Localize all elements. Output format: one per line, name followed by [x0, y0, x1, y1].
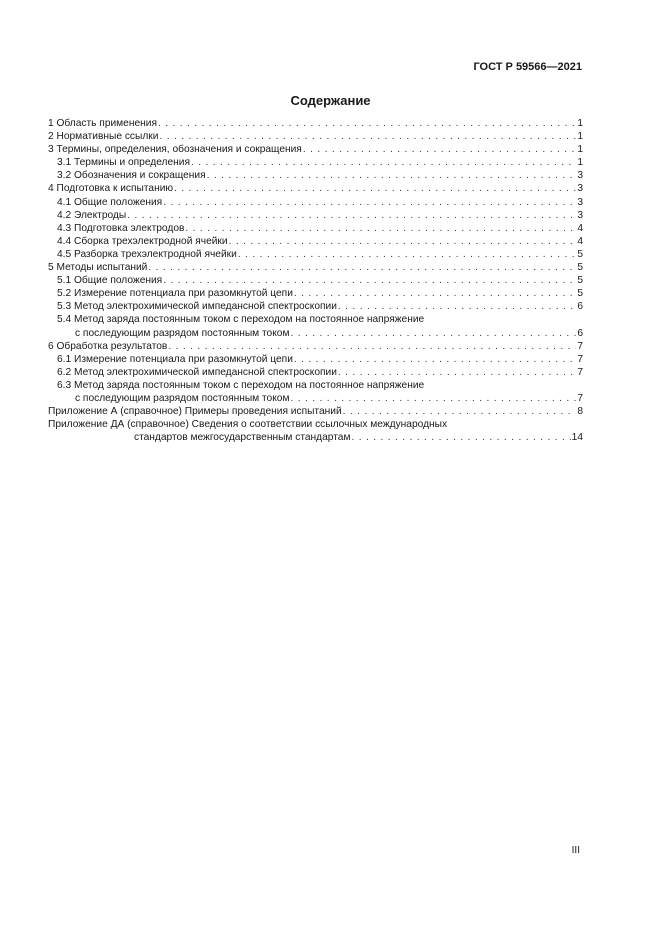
toc-entry-page: 14 — [571, 432, 583, 444]
toc-dot-leader — [158, 117, 576, 130]
toc-entry-title: Приложение А (справочное) Примеры проведения испытаний — [48, 406, 342, 418]
toc-dot-leader — [343, 405, 577, 418]
toc-entry-first-line[interactable] — [48, 418, 583, 431]
toc-dot-leader — [207, 169, 577, 182]
toc-dot-leader — [174, 182, 576, 195]
toc-entry-continuation[interactable] — [48, 327, 583, 340]
toc-entry[interactable] — [48, 222, 583, 235]
toc-entry-title-cont: с последующим разрядом постоянным током — [75, 327, 290, 339]
toc-dot-leader — [168, 340, 576, 353]
toc-entry-page: 5 — [577, 288, 583, 300]
toc-entry-continuation[interactable] — [48, 431, 583, 444]
toc-entry[interactable] — [48, 248, 583, 261]
toc-dot-leader — [294, 287, 576, 300]
toc-entry-page: 1 — [577, 118, 583, 129]
toc-entry-title: 4.4 Сборка трехэлектродной ячейки — [57, 235, 228, 247]
toc-entry-title: 4.2 Электроды — [57, 209, 127, 221]
toc-entry-continuation[interactable] — [48, 392, 583, 405]
toc-entry-page: 1 — [577, 157, 583, 169]
toc-entry-title: 6.3 Метод заряда постоянным током с переходом на постоянное напряжение — [57, 379, 425, 391]
toc-entry-title: 5.2 Измерение потенциала при разомкнутой цепи — [57, 288, 293, 300]
toc-entry[interactable] — [48, 169, 583, 182]
toc-entry[interactable] — [48, 353, 583, 366]
toc-entry[interactable] — [48, 405, 583, 418]
toc-entry-title: 5.4 Метод заряда постоянным током с переходом на постоянное напряжение — [57, 314, 425, 326]
toc-entry-first-line[interactable] — [48, 313, 583, 326]
toc-entry-title: 6.1 Измерение потенциала при разомкнутой цепи — [57, 353, 293, 365]
toc-dot-leader — [185, 222, 576, 235]
toc-entry[interactable] — [48, 340, 583, 353]
toc-entry-page: 5 — [577, 262, 583, 274]
toc-entry-page: 3 — [577, 196, 583, 208]
toc-entry[interactable] — [48, 274, 583, 287]
toc-entry-page: 3 — [577, 209, 583, 221]
document-id: ГОСТ Р 59566—2021 — [473, 61, 582, 73]
toc-dot-leader — [229, 235, 577, 248]
table-of-contents — [48, 117, 583, 444]
toc-entry-title: 2 Нормативные ссылки — [48, 131, 159, 143]
toc-entry[interactable] — [48, 130, 583, 143]
toc-entry-title: 3 Термины, определения, обозначения и сокращения — [48, 144, 302, 156]
toc-entry-page: 3 — [577, 183, 583, 195]
toc-entry[interactable] — [48, 196, 583, 209]
toc-entry[interactable] — [48, 117, 583, 130]
toc-entry-page: 6 — [577, 327, 583, 339]
toc-entry-page: 7 — [577, 353, 583, 365]
toc-dot-leader — [303, 143, 577, 156]
toc-dot-leader — [351, 431, 570, 444]
toc-entry-title: 3.2 Обозначения и сокращения — [57, 170, 206, 182]
toc-entry-title: 5.3 Метод электрохимической импеданcной спектроскопии — [57, 301, 337, 313]
toc-entry[interactable] — [48, 261, 583, 274]
toc-entry-page: 7 — [577, 392, 583, 404]
toc-entry[interactable] — [48, 143, 583, 156]
toc-entry[interactable] — [48, 366, 583, 379]
toc-entry-page: 7 — [577, 366, 583, 378]
toc-entry-page: 5 — [577, 275, 583, 287]
toc-entry-title: 4.3 Подготовка электродов — [57, 222, 185, 234]
toc-entry[interactable] — [48, 182, 583, 195]
toc-dot-leader — [159, 130, 576, 143]
toc-entry-page: 7 — [577, 340, 583, 352]
page-number: III — [571, 845, 580, 856]
page-title: Содержание — [290, 93, 371, 108]
toc-dot-leader — [338, 366, 576, 379]
toc-entry[interactable] — [48, 300, 583, 313]
toc-dot-leader — [163, 196, 576, 209]
toc-entry-title: 4 Подготовка к испытанию — [48, 183, 174, 195]
toc-entry-title: 4.1 Общие положения — [57, 196, 163, 208]
toc-entry-title: 5.1 Общие положения — [57, 275, 163, 287]
toc-entry-page: 4 — [577, 235, 583, 247]
toc-entry-title: 5 Методы испытаний — [48, 262, 148, 274]
toc-entry-page: 6 — [577, 301, 583, 313]
toc-dot-leader — [191, 156, 576, 169]
toc-entry[interactable] — [48, 287, 583, 300]
toc-entry[interactable] — [48, 209, 583, 222]
toc-dot-leader — [148, 261, 576, 274]
toc-dot-leader — [290, 392, 576, 405]
toc-entry-title-cont: стандартов межгосударственным стандартам — [134, 432, 351, 444]
toc-entry-page: 5 — [577, 248, 583, 260]
toc-entry-title: 3.1 Термины и определения — [57, 157, 190, 169]
toc-entry-title: 6.2 Метод электрохимической импеданcной спектроскопии — [57, 366, 337, 378]
toc-entry-title: Приложение ДА (справочное) Сведения о соответствии ссылочных международных — [48, 419, 448, 431]
toc-entry-title: 1 Область применения — [48, 118, 157, 129]
toc-dot-leader — [127, 209, 576, 222]
toc-dot-leader — [163, 274, 576, 287]
toc-entry-title: 4.5 Разборка трехэлектродной ячейки — [57, 248, 237, 260]
toc-dot-leader — [238, 248, 577, 261]
toc-entry-page: 1 — [577, 144, 583, 156]
toc-entry-title-cont: с последующим разрядом постоянным током — [75, 392, 290, 404]
toc-entry-page: 4 — [577, 222, 583, 234]
toc-entry[interactable] — [48, 156, 583, 169]
toc-dot-leader — [338, 300, 576, 313]
toc-entry-first-line[interactable] — [48, 379, 583, 392]
toc-entry[interactable] — [48, 235, 583, 248]
toc-entry-page: 3 — [577, 170, 583, 182]
toc-entry-page: 1 — [577, 131, 583, 143]
toc-entry-page: 8 — [577, 406, 583, 418]
toc-dot-leader — [294, 353, 576, 366]
toc-entry-title: 6 Обработка результатов — [48, 340, 168, 352]
toc-dot-leader — [290, 327, 576, 340]
